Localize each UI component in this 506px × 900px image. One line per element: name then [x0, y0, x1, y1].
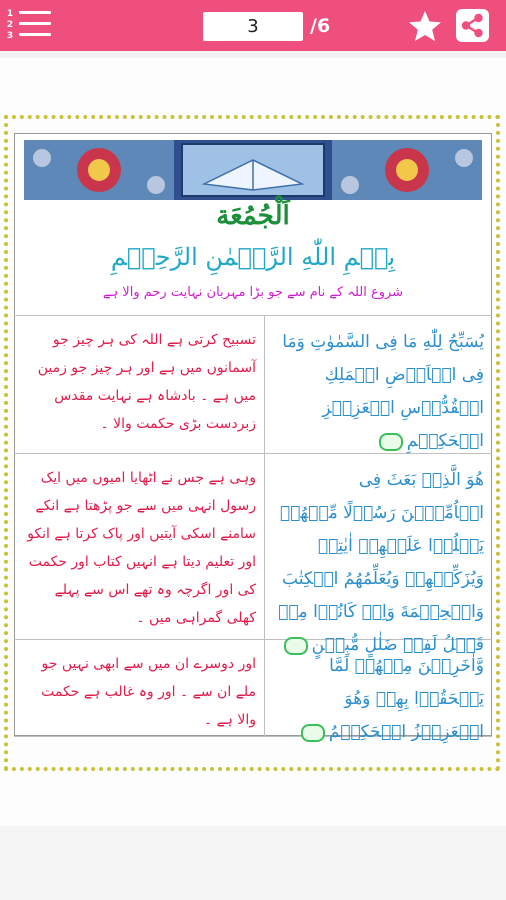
toolbar-shadow	[0, 51, 506, 58]
urdu-translation: تسبیح کرتی ہے اللہ کی ہر چیز جو آسمانوں میں ہے اور ہر چیز جو زمین میں ہے ۔ بادشاہ ہے نہایت مقدس زبردست بڑی حکمت والا ۔	[14, 316, 265, 453]
menu-button[interactable]	[4, 9, 52, 43]
bottom-area	[0, 826, 506, 900]
menu-number: 1	[6, 9, 14, 19]
star-icon	[408, 9, 442, 43]
menu-line	[19, 33, 51, 36]
page-number-input[interactable]: 3	[203, 12, 303, 41]
menu-line	[19, 22, 51, 25]
menu-number: 3	[6, 31, 14, 41]
verse-table	[14, 315, 492, 742]
ayah-end-icon	[379, 433, 403, 451]
bismillah: بِسۡمِ اللّٰهِ الرَّحۡمٰنِ الرَّحِيۡمِ	[110, 243, 396, 271]
favorite-button[interactable]	[408, 9, 442, 43]
urdu-translation: وہی ہے جس نے اٹھایا امیوں میں ایک رسول انہی میں سے جو پڑھتا ہے انکے سامنے اسکی آیتیں اور پاک کرتا ہے انکو اور تعلیم دیتا ہے انہیں کتاب اور حکمت کی اور اگرچہ وہ تھے اس سے پہلے کھلی گمراہی میں ۔	[14, 454, 265, 639]
bismillah-translation: شروع اللہ کے نام سے جو بڑا مہربان نہایت رحم والا ہے	[102, 285, 404, 300]
arabic-verse: يُسَبِّحُ لِلّٰهِ مَا فِى السَّمٰوٰتِ وَمَا فِى الۡاَرۡضِ الۡمَلِكِ الۡقُدُّوۡسِ الۡعَزِيۡزِ الۡحَكِيۡمِ	[282, 332, 484, 451]
share-icon	[456, 9, 489, 42]
arabic-verse: وَّاٰخَرِيۡنَ مِنۡهُمۡ لَمَّا يَلۡحَقُوۡا بِهِمۡ وَهُوَ الۡعَزِيۡزُ الۡحَكِيۡمُ	[265, 640, 492, 736]
arabic-verse: هُوَ الَّذِىۡ بَعَثَ فِى الۡاُمِّيّٖنَ رَسُوۡلًا مِّنۡهُمۡ يَتۡلُوۡا عَلَيۡهِمۡ اٰيٰتِهٖ وَيُزَكِّيۡهِمۡ وَيُعَلِّمُهُمُ الۡكِتٰبَ وَالۡحِكۡمَةَ وَاِنۡ كَانُوۡا مِنۡ قَبۡلُ لَفِىۡ ضَلٰلٍ مُّبِيۡنٍ	[278, 470, 484, 655]
top-toolbar	[0, 0, 506, 51]
verse-row	[14, 316, 492, 454]
urdu-translation: اور دوسرے ان میں سے ابھی نہیں جو ملے ان سے ۔ اور وہ غالب ہے حکمت والا ہے ۔	[14, 640, 265, 736]
ayah-end-icon	[301, 724, 325, 742]
menu-number: 2	[6, 20, 14, 30]
menu-line	[19, 11, 51, 14]
verse-row	[14, 454, 492, 655]
share-button[interactable]	[456, 9, 489, 42]
numbered-list-icon	[4, 9, 16, 42]
decorative-header-banner	[24, 140, 482, 200]
surah-title: اَلْجُمُعَة	[216, 201, 290, 231]
page-total-label: /6	[310, 15, 331, 37]
verse-row	[14, 640, 492, 742]
